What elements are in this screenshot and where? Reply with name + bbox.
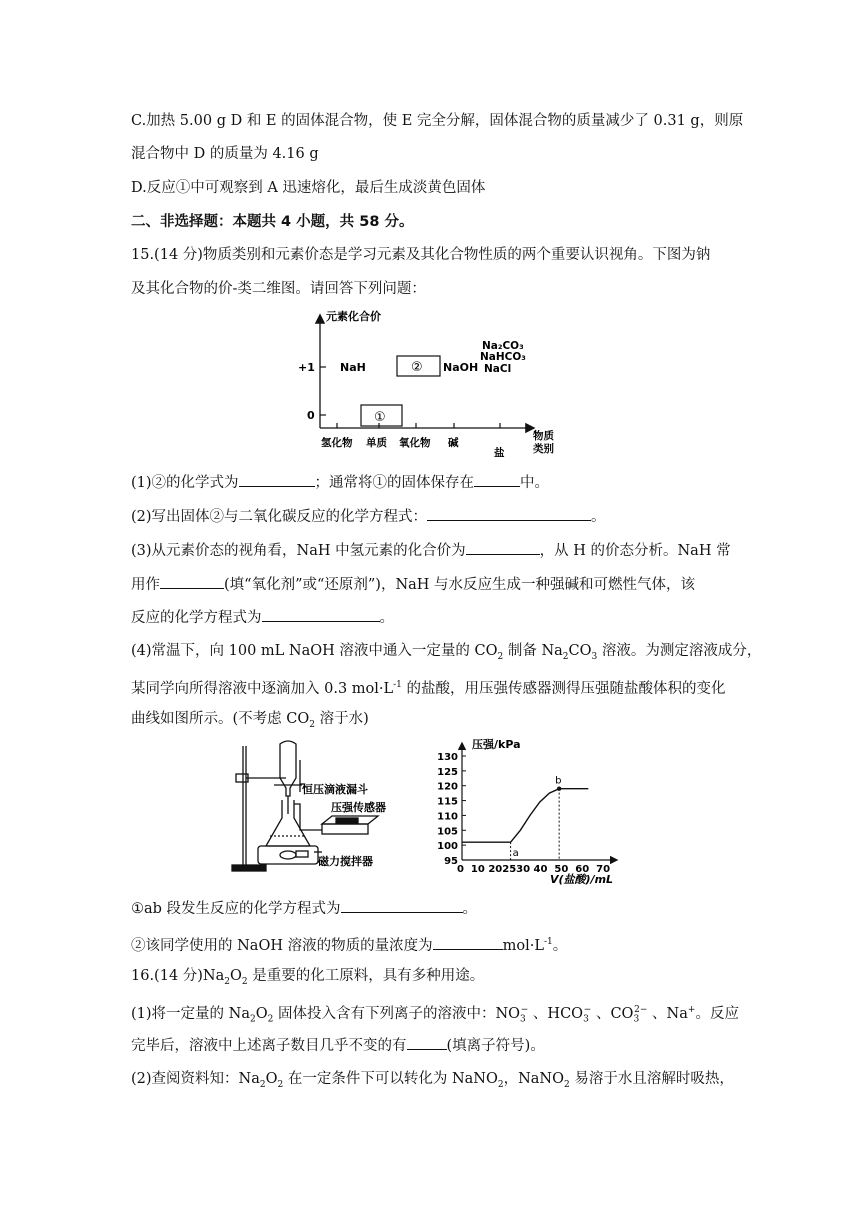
stirrer-label: 磁力搅拌器 xyxy=(318,855,373,868)
sensor-label: 压强传感器 xyxy=(331,801,386,814)
answer-blank-2[interactable] xyxy=(427,506,591,521)
answer-blank-3c[interactable] xyxy=(262,607,380,622)
y-tick-plus1: +1 xyxy=(298,361,315,374)
question-15-line2: 及其化合物的价-类二维图。请回答下列问题： xyxy=(131,281,426,297)
point-b-marker xyxy=(557,786,561,790)
y-tick-label: 125 xyxy=(437,766,458,778)
box-2-label: ② xyxy=(411,360,423,375)
option-c-line2: 混合物中 D 的质量为 4.16 g xyxy=(131,146,319,162)
question-16-part1-line1: (1)将一定量的 $Na_2O_2$ 固体投入含有下列离子的溶液中：$NO_3^-$ 、$HCO_3^-$ 、$CO_3^{2-}$ 、Na+。反应 xyxy=(131,1005,739,1025)
sub-question-2: ②该同学使用的 NaOH 溶液的物质的量浓度为 $mol\cdot L^{-1}$。 xyxy=(131,932,567,956)
apparatus-diagram xyxy=(228,738,408,878)
y-tick-label: 100 xyxy=(437,841,458,853)
answer-blank-4b[interactable] xyxy=(433,935,503,950)
cat-base: 碱 xyxy=(448,437,459,449)
point-a-label: a xyxy=(512,848,519,859)
part-4-line3: 曲线如图所示。(不考虑 $CO_2$ 溶于水) xyxy=(131,711,369,730)
chart-xlabel: V(盐酸)/mL xyxy=(550,873,614,886)
option-c-line1: C.加热 5.00 g D 和 E 的固体混合物，使 E 完全分解，固体混合物的质量减少了 0.31 g，则原 xyxy=(131,113,744,129)
part-3-line2: 用作 (填“氧化剂”或“还原剂”)，NaH 与水反应生成一种强碱和可燃性气体，该 xyxy=(131,574,695,595)
box-1-label: ① xyxy=(374,410,386,425)
part-4-line2: 某同学向所得溶液中逐滴加入 0.3 $mol\cdot L^{-1}$ 的盐酸，用压强传感器测得压强随盐酸体积的变化 xyxy=(131,680,726,697)
answer-blank-1a[interactable] xyxy=(239,472,315,487)
y-tick-label: 130 xyxy=(437,752,458,763)
x-axis-label-2: 类别 xyxy=(533,443,554,455)
cat-hydride: 氢化物 xyxy=(321,437,353,449)
salt-na2co3: Na₂CO₃ xyxy=(482,340,524,352)
section-heading: 二、非选择题：本题共 4 小题，共 58 分。 xyxy=(131,214,414,230)
naoh-label: NaOH xyxy=(443,361,479,374)
salt-nacl: NaCl xyxy=(484,363,512,375)
y-tick-label: 115 xyxy=(437,796,458,808)
chart-xticks: 0 10 202530 40 50 60 70 xyxy=(457,864,611,875)
cat-element: 单质 xyxy=(366,437,387,449)
question-15-line1: 15.(14 分)物质类别和元素价态是学习元素及其化合物性质的两个重要认识视角。下图为钠 xyxy=(131,247,711,263)
answer-blank-1b[interactable] xyxy=(474,472,520,487)
x-axis-label-1: 物质 xyxy=(533,430,554,442)
answer-blank-3a[interactable] xyxy=(466,540,540,555)
y-tick-label: 95 xyxy=(444,856,458,867)
funnel-label: 恒压滴液漏斗 xyxy=(302,783,368,796)
sub-question-1: ①ab 段发生反应的化学方程式为 。 xyxy=(131,898,477,919)
answer-blank-4a[interactable] xyxy=(341,898,463,913)
valence-category-diagram xyxy=(295,306,570,464)
part-4-line1: (4)常温下，向 100 mL NaOH 溶液中通入一定量的 $CO_2$ 制备 $Na_2CO_3$ 溶液。为测定溶液成分， xyxy=(131,643,762,662)
part-3-line1: (3)从元素价态的视角看，NaH 中氢元素的化合价为 ，从 H 的价态分析。NaH 常 xyxy=(131,540,731,561)
question-16: 16.(14 分)$Na_2O_2$ 是重要的化工原料，具有多种用途。 xyxy=(131,968,485,987)
question-16-part2: (2)查阅资料知：$Na_2O_2$ 在一定条件下可以转化为 NaNO$_2$，NaNO$_2$ 易溶于水且溶解时吸热， xyxy=(131,1071,734,1090)
y-tick-0: 0 xyxy=(307,409,315,422)
cat-salt: 盐 xyxy=(494,447,505,459)
salt-nahco3: NaHCO₃ xyxy=(480,351,526,363)
chart-ylabel: 压强/kPa xyxy=(472,738,521,751)
pressure-curve xyxy=(462,789,588,843)
y-tick-label: 110 xyxy=(437,811,458,823)
question-16-part1-line2: 完毕后，溶液中上述离子数目几乎不变的有 (填离子符号)。 xyxy=(131,1035,545,1056)
answer-blank-3b[interactable] xyxy=(160,574,224,589)
y-tick-label: 105 xyxy=(437,826,458,838)
part-3-line3: 反应的化学方程式为 。 xyxy=(131,607,394,628)
cat-oxide: 氧化物 xyxy=(399,437,431,449)
y-tick-label: 120 xyxy=(437,781,458,793)
nah-label: NaH xyxy=(340,361,366,374)
pressure-chart xyxy=(430,736,630,886)
y-axis-label: 元素化合价 xyxy=(326,310,381,323)
point-b-label: b xyxy=(555,775,562,787)
answer-blank-16a[interactable] xyxy=(407,1035,447,1050)
part-1: (1)②的化学式为 ；通常将①的固体保存在 中。 xyxy=(131,472,549,493)
option-d: D.反应①中可观察到 A 迅速熔化，最后生成淡黄色固体 xyxy=(131,180,486,196)
part-2: (2)写出固体②与二氧化碳反应的化学方程式： 。 xyxy=(131,506,606,527)
